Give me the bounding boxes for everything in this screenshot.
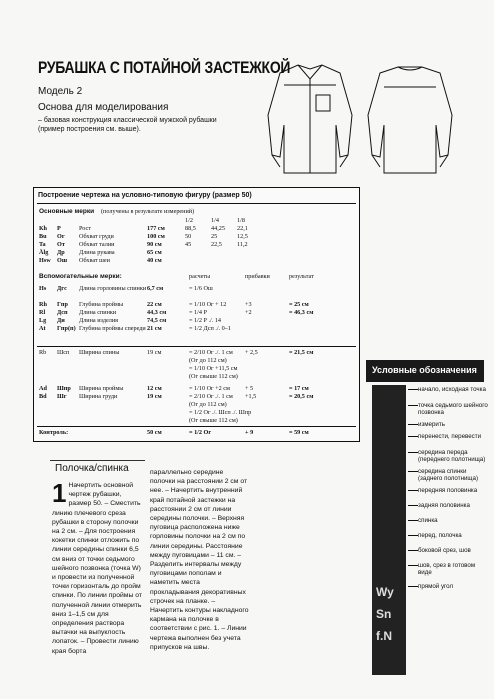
fraction-value: 12,5 <box>237 233 248 240</box>
measure-name: Длина горловины спинки <box>79 285 147 292</box>
allowance: + 2,5 <box>245 349 258 356</box>
measure-name: Ширина груди <box>79 393 118 400</box>
table-row <box>39 285 354 293</box>
legend-item: перенести, перевести <box>418 433 482 440</box>
table-row <box>39 317 354 325</box>
code: Ди <box>57 317 65 324</box>
control-label: Контроль: <box>39 429 69 436</box>
legend-item: измерить <box>418 421 445 428</box>
control-value: 50 см <box>147 429 162 436</box>
result: = 20,5 см <box>289 393 314 400</box>
fraction-value: 22,5 <box>211 241 222 248</box>
table-row <box>39 301 354 309</box>
fraction-value: 44,25 <box>211 225 225 232</box>
legend-symbol <box>408 405 418 406</box>
legend-symbol <box>408 424 418 425</box>
table-row <box>39 233 354 241</box>
calc: = 1/10 Ог +2 см <box>189 385 230 392</box>
code: Hsw <box>39 257 51 264</box>
fraction-header: 1/8 <box>237 217 245 224</box>
measure-value: 6,7 см <box>147 285 164 292</box>
code: At <box>39 325 46 332</box>
legend-symbol <box>408 490 418 491</box>
legend-item: спинка <box>418 517 438 524</box>
legend-symbol <box>408 565 418 566</box>
legend-item: шов, срез в готовом виде <box>418 562 476 577</box>
page-title: РУБАШКА С ПОТАЙНОЙ ЗАСТЕЖКОЙ <box>38 58 291 77</box>
measure-name: Рост <box>79 225 91 232</box>
calc: = 2/10 Ог ./. 1 см <box>189 393 233 400</box>
main-measures-note: (получены в результате измерений) <box>101 208 195 215</box>
result: = 46,3 см <box>289 309 314 316</box>
table-row <box>39 349 354 357</box>
model-label: Модель 2 <box>38 86 83 97</box>
code: Гпр <box>57 301 68 308</box>
table-row <box>39 225 354 233</box>
section-heading: Полочка/спинка <box>55 463 129 474</box>
result: = 25 см <box>289 301 309 308</box>
main-measures-label: Основные мерки <box>39 208 95 215</box>
measure-name: Обхват талии <box>79 241 115 248</box>
fraction-value: 25 <box>211 233 218 240</box>
divider <box>50 460 145 461</box>
legend-symbol <box>408 452 418 453</box>
aux-header: расчеты <box>189 273 211 280</box>
control-calc: = 1/2 Ог <box>189 429 212 436</box>
legend-title-bar <box>366 360 484 382</box>
table-row <box>39 393 354 401</box>
table-title: Построение чертежа на условно-типовую фигуру (размер 50) <box>38 192 252 199</box>
code: Дгс <box>57 285 67 292</box>
legend-item: передняя половинка <box>418 487 478 494</box>
measure-value: 44,3 см <box>147 309 167 316</box>
legend-item: перед, полочка <box>418 532 462 539</box>
base-description: – базовая конструкция классической мужской рубашки (пример построения см. выше). <box>38 117 217 133</box>
measure-name: Глубина проймы спереди <box>79 325 146 332</box>
legend-symbol <box>408 520 418 521</box>
legend-item: боковой срез, шов <box>418 547 471 554</box>
measure-value: 12 см <box>147 385 162 392</box>
measure-value: 19 см <box>147 393 162 400</box>
allowance: +2 <box>245 309 252 316</box>
code: Шпр <box>57 385 71 392</box>
measure-name: Длина спинки <box>79 309 117 316</box>
measure-value: 100 см <box>147 233 165 240</box>
code: Bd <box>39 393 47 400</box>
allowance: + 5 <box>245 385 254 392</box>
code: Шг <box>57 393 67 400</box>
legend-title: Условные обозначения <box>372 365 477 375</box>
code: Р <box>57 225 61 232</box>
aux-header: результат <box>289 273 314 280</box>
code: Rh <box>39 301 47 308</box>
measure-value: 74,5 см <box>147 317 167 324</box>
legend-item: середина переда (переднего полотнища) <box>418 449 486 464</box>
calc: = 1/10 Ог +11,5 см <box>189 365 238 372</box>
code: Ог <box>57 233 65 240</box>
legend-item: точка седьмого шейного позвонка <box>418 402 488 417</box>
calc: (Ог свыше 112 см) <box>189 417 238 424</box>
divider <box>37 426 356 427</box>
bar-letter: Sn <box>376 607 392 621</box>
measure-name: Ширина спины <box>79 349 120 356</box>
control-result: = 59 см <box>289 429 309 436</box>
table-row <box>39 385 354 393</box>
step-intro: Начертить основной чертеж рубашки, размер 50. <box>68 482 134 508</box>
table-row <box>39 249 354 257</box>
measure-value: 65 см <box>147 249 162 256</box>
calc: = 1/6 Ош <box>189 285 213 292</box>
result: = 21,5 см <box>289 349 314 356</box>
table-row <box>39 309 354 317</box>
legend-item: начало, исходная точка <box>418 386 486 393</box>
measure-name: Длина рукава <box>79 249 115 256</box>
fraction-value: 11,2 <box>237 241 248 248</box>
measure-value: 40 см <box>147 257 162 264</box>
calc: = 1/10 Ог + 12 <box>189 301 227 308</box>
measure-name: Обхват шеи <box>79 257 110 264</box>
fraction-header: 1/2 <box>185 217 193 224</box>
calc: (Ог свыше 112 см) <box>189 373 238 380</box>
legend-item: середина спинки (заднего полотнища) <box>418 468 479 483</box>
step-text: – Сместить линию плечевого среза рубашки в сторону полочки на 2 см. – Для построения кокетки спинки отложить по линии середины спинки 6,5 см вниз от точки седьмого шейного позвонка (точка W) и провести из полученной точки горизонталь до пройм спинки. По линии проймы от полученной линии отмерить вниз 1–1,5 см для определения раствора вытачки на выпуклость лопаток. – Провести линию края борта <box>52 500 142 655</box>
code: Bu <box>39 233 47 240</box>
code: Rb <box>39 349 47 356</box>
code: Ad <box>39 385 47 392</box>
code: Дсп <box>57 309 68 316</box>
code: Кh <box>39 225 47 232</box>
base-heading: Основа для моделирования <box>38 102 169 113</box>
instructions-col-2: параллельно середине полочки на расстоянии 2 см от нее. – Начертить внутренний край потайной застежки на расстоянии 2 см от линии середины полочки. – Верхняя пуговица расположена ниже горловины полочки на 2 см по линии середины. Расстояние между пуговицами – 11 см. – Разделить интервалы между пуговицами пополам и наметить места прокладывания декоративных строчек на планке. – Начертить контуры накладного кармана на полочке в соответствии с рис. 1. – Линии чертежа выполнен без учета припусков на швы. <box>150 469 249 651</box>
code: Ta <box>39 241 46 248</box>
calc: (Ог до 112 см) <box>189 357 227 364</box>
measure-name: Глубина проймы <box>79 301 124 308</box>
code: Гпр(п) <box>57 325 76 332</box>
legend-symbol <box>408 471 418 472</box>
measure-name: Длина изделия <box>79 317 119 324</box>
calc: = 2/10 Ог ./. 1 см <box>189 349 233 356</box>
shirt-sketch-illustration <box>240 55 480 180</box>
fraction-value: 22,1 <box>237 225 248 232</box>
measure-value: 90 см <box>147 241 162 248</box>
legend-item: задняя половинка <box>418 502 470 509</box>
code: Rl <box>39 309 46 316</box>
measure-value: 19 см <box>147 349 162 356</box>
fraction-value: 50 <box>185 233 192 240</box>
construction-table <box>33 187 360 442</box>
aux-measures-label: Вспомогательные мерки: <box>39 273 122 280</box>
fraction-value: 45 <box>185 241 192 248</box>
code: Lg <box>39 317 47 324</box>
legend-item: прямой угол <box>418 583 454 590</box>
aux-header: прибавки <box>245 273 270 280</box>
measure-value: 22 см <box>147 301 162 308</box>
instructions-col-1 <box>52 478 144 656</box>
code: От <box>57 241 65 248</box>
measure-value: 21 см <box>147 325 162 332</box>
legend-symbol <box>408 389 418 390</box>
code: Шсп <box>57 349 70 356</box>
calc: = 1/4 Р <box>189 309 207 316</box>
fraction-header: 1/4 <box>211 217 219 224</box>
result: = 17 см <box>289 385 309 392</box>
table-row <box>39 257 354 265</box>
control-add: + 9 <box>245 429 254 436</box>
code: Älg <box>39 249 49 256</box>
table-row <box>39 325 354 333</box>
code: Ош <box>57 257 68 264</box>
calc: (Ог до 112 см) <box>189 401 227 408</box>
bar-letter: Wy <box>376 585 394 599</box>
calc: = 1/2 Дсп ./. 0–1 <box>189 325 231 332</box>
code: Др <box>57 249 65 256</box>
measure-name: Ширина проймы <box>79 385 124 392</box>
legend-bar <box>372 385 406 675</box>
fraction-value: 88,5 <box>185 225 196 232</box>
bar-letter: f.N <box>376 629 392 643</box>
legend-symbol <box>408 436 418 437</box>
divider <box>37 203 356 204</box>
table-row <box>39 241 354 249</box>
control-row <box>39 429 354 437</box>
legend-symbol <box>408 550 418 551</box>
code: Hs <box>39 285 47 292</box>
measure-name: Обхват груди <box>79 233 114 240</box>
measure-value: 177 см <box>147 225 165 232</box>
divider <box>37 346 356 347</box>
legend-symbol <box>408 535 418 536</box>
legend-symbol <box>408 505 418 506</box>
calc: = 1/2 Ог ./. Шсп ./. Шпр <box>189 409 252 416</box>
legend-symbol <box>408 586 418 587</box>
step-number: 1 <box>52 478 67 508</box>
allowance: +3 <box>245 301 252 308</box>
allowance: +1,5 <box>245 393 257 400</box>
calc: = 1/2 Р ./. 14 <box>189 317 222 324</box>
